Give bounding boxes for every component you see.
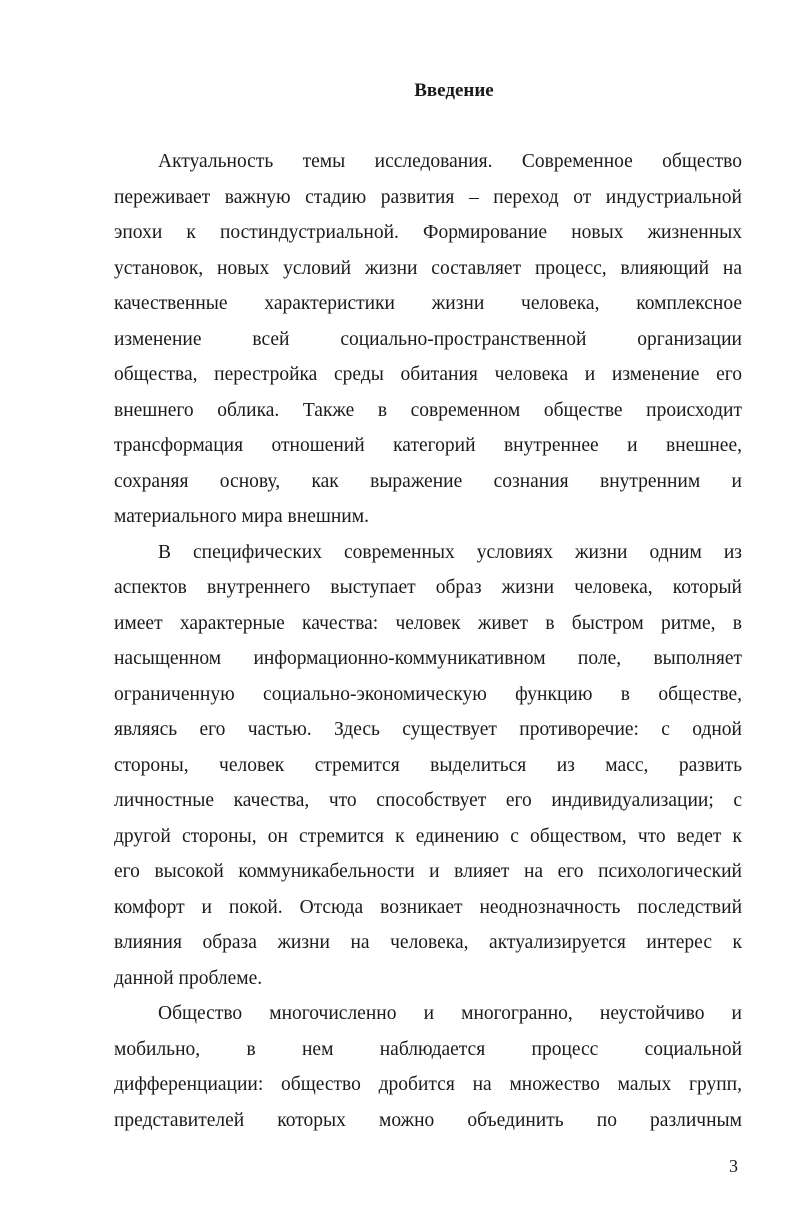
text-line: ограниченную социально-экономическую функцию в обществе, (114, 683, 742, 705)
text-line: переживает важную стадию развития – переход от индустриальной (114, 186, 742, 208)
text-line: имеет характерные качества: человек живет в быстром ритме, в (114, 612, 742, 634)
text-line: материального мира внешним. (114, 506, 369, 527)
text-line: представителей которых можно объединить по различным (114, 1109, 742, 1131)
text-line: изменение всей социально-пространственной организации (114, 328, 742, 350)
text-line: дифференциации: общество дробится на множество малых групп, (114, 1074, 742, 1095)
text-line: Общество многочисленно и многогранно, неустойчиво и (158, 1003, 742, 1024)
text-line: являясь его частью. Здесь существует противоречие: с одной (114, 719, 742, 740)
page-title: Введение (414, 80, 494, 101)
text-line: трансформация отношений категорий внутреннее и внешнее, (114, 435, 742, 456)
text-line: стороны, человек стремится выделиться из масс, развить (114, 754, 742, 776)
text-line: комфорт и покой. Отсюда возникает неоднозначность последствий (114, 896, 742, 918)
text-line: эпохи к постиндустриальной. Формирование новых жизненных (114, 222, 742, 243)
text-line: аспектов внутреннего выступает образ жизни человека, который (114, 577, 742, 598)
text-line: качественные характеристики жизни человека, комплексное (114, 293, 742, 314)
text-line: данной проблеме. (114, 967, 263, 989)
document-body (114, 144, 742, 1138)
text-line: установок, новых условий жизни составляет процесс, влияющий на (114, 257, 742, 279)
text-line: Актуальность темы исследования. Современное общество (158, 151, 742, 172)
text-line: его высокой коммуникабельности и влияет на его психологический (114, 861, 742, 882)
paragraph (114, 535, 742, 997)
text-line: влияния образа жизни на человека, актуализируется интерес к (114, 932, 742, 953)
text-line: другой стороны, он стремится к единению с обществом, что ведет к (114, 825, 742, 847)
paragraph (114, 996, 742, 1138)
text-line: насыщенном информационно-коммуникативном поле, выполняет (114, 648, 742, 669)
text-line: общества, перестройка среды обитания человека и изменение его (114, 364, 742, 385)
paragraph (114, 144, 742, 535)
text-line: сохраняя основу, как выражение сознания внутренним и (114, 470, 742, 492)
text-line: мобильно, в нем наблюдается процесс социальной (114, 1038, 742, 1060)
page-number: 3 (729, 1156, 738, 1176)
text-line: личностные качества, что способствует его индивидуализации; с (114, 790, 742, 811)
text-line: внешнего облика. Также в современном обществе происходит (114, 399, 742, 421)
text-line: В специфических современных условиях жизни одним из (158, 541, 742, 563)
